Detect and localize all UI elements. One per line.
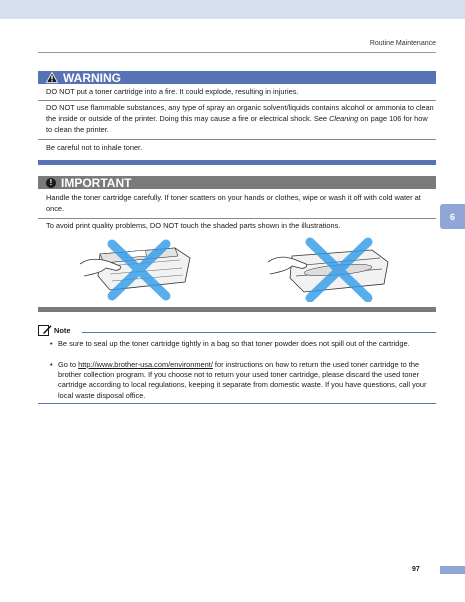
cleaning-cross-reference: Cleaning: [329, 113, 359, 123]
warning-label: WARNING: [63, 70, 121, 85]
note-end-rule: [38, 403, 436, 404]
page-number-bar: [440, 566, 465, 574]
important-paragraph-1: Handle the toner cartridge carefully. If toner scatters on your hands or clothes, wipe or wash it off with cold water at once.: [46, 193, 421, 213]
environment-link[interactable]: http://www.brother-usa.com/environment/: [78, 360, 213, 369]
running-header: Routine Maintenance: [369, 40, 436, 47]
toner-cartridge-illustration: [80, 236, 200, 302]
note-pencil-icon: [38, 324, 52, 336]
top-color-band: [0, 0, 465, 19]
chapter-tab: 6: [440, 204, 465, 229]
warning-end-bar: [38, 160, 436, 165]
page-number: 97: [412, 566, 420, 573]
exclamation-circle-icon: !: [46, 178, 56, 188]
drum-unit-illustration: [268, 236, 394, 302]
warning-triangle-icon: [46, 72, 58, 83]
note-top-rule: [82, 332, 436, 333]
important-banner: [38, 176, 436, 189]
important-end-bar: [38, 307, 436, 312]
warning-paragraph-3: Be careful not to inhale toner.: [46, 143, 143, 152]
warning-paragraph-2: DO NOT use flammable substances, any type of spray an organic solvent/liquids contains alcohol or ammonia to clean the inside or outside of the printer. Doing this may cause a fire or electrical shock. See Cleaning on page 106 for how to clean the printer.: [46, 103, 434, 134]
note-label: Note: [38, 324, 70, 336]
note-bullet-1: • Be sure to seal up the toner cartridge tightly in a bag so that toner powder does not spill out of the cartridge.: [50, 339, 410, 348]
important-label: IMPORTANT: [61, 175, 132, 190]
note-bullet-2: • Go to http://www.brother-usa.com/environment/ for instructions on how to return the used toner cartridge to the brother collection program. If you choose not to return your used toner cartridge, please discard the used toner cartridge according to local regulations, keeping it separate from domestic waste. If you have questions, call your local waste disposal office.: [50, 360, 427, 400]
warning-divider-2: [38, 139, 436, 140]
header-rule: [38, 52, 436, 53]
warning-banner: [38, 71, 436, 84]
warning-paragraph-1: DO NOT put a toner cartridge into a fire. It could explode, resulting in injuries.: [46, 87, 299, 96]
important-paragraph-2: To avoid print quality problems, DO NOT touch the shaded parts shown in the illustrations.: [46, 221, 341, 230]
important-divider: [38, 218, 436, 219]
warning-divider-1: [38, 100, 436, 101]
